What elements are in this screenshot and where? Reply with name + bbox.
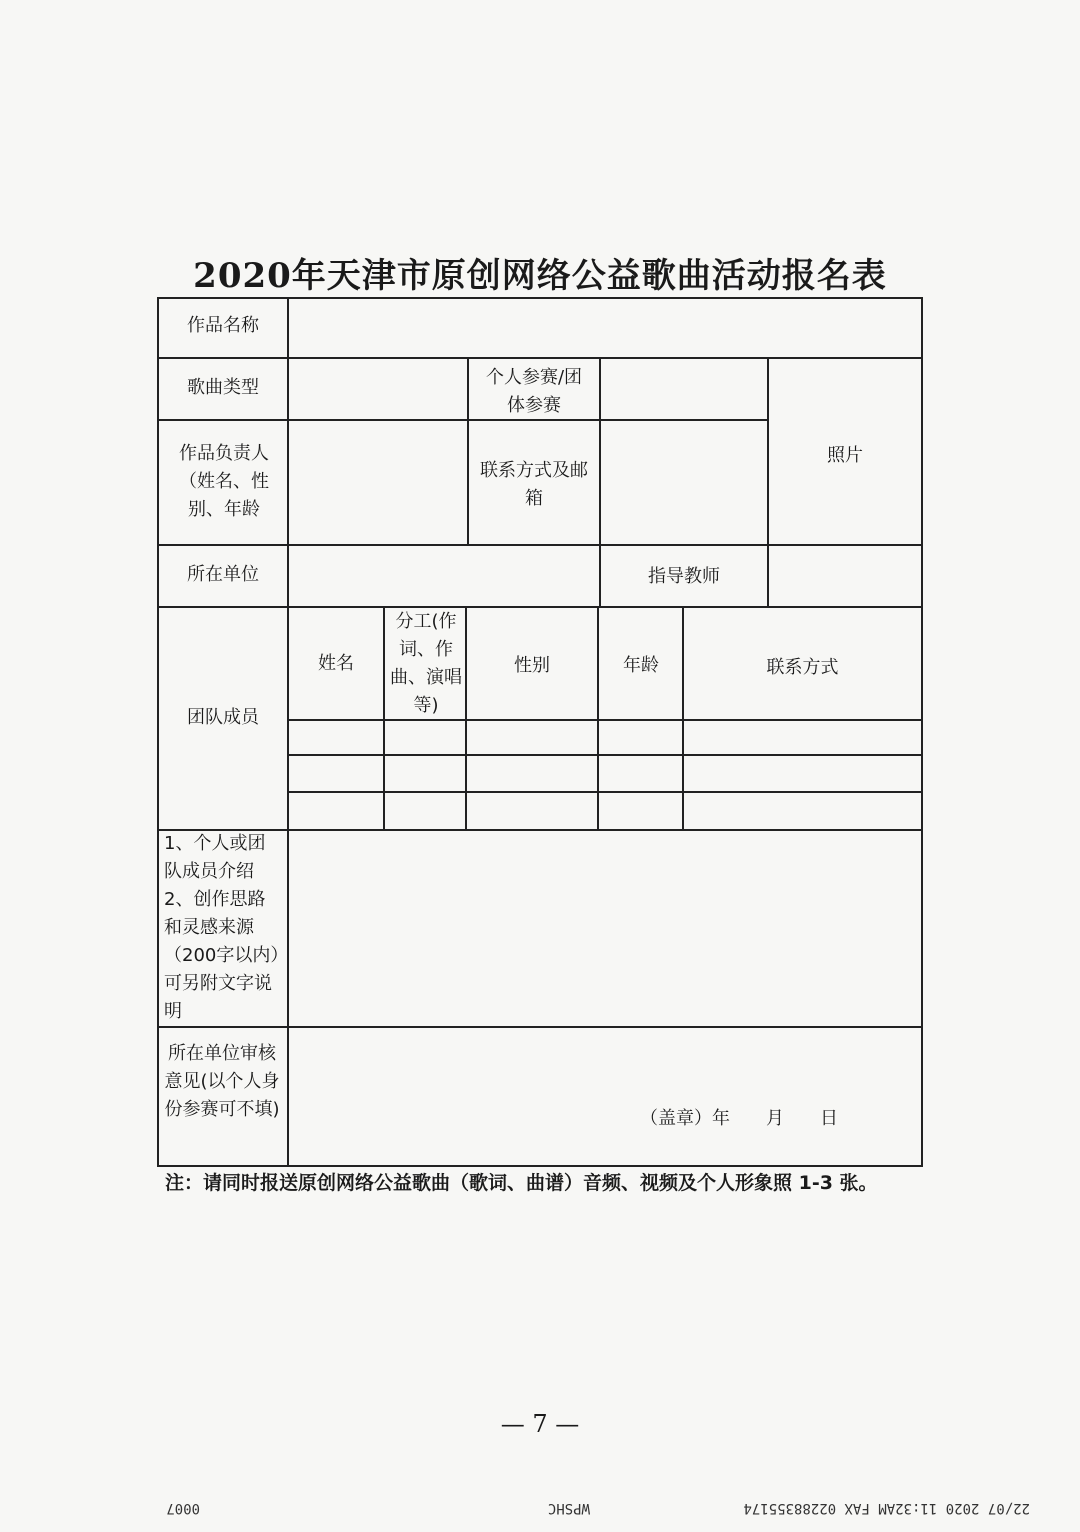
seal-date-label: （盖章）年 月 日	[640, 1108, 838, 1129]
col-role: 分工(作词、作曲、演唱等)	[390, 611, 462, 716]
fax-page-code: 0007	[166, 1500, 200, 1516]
photo-label: 照片	[827, 445, 863, 466]
footnote: 注：请同时报送原创网络公益歌曲（歌词、曲谱）音频、视频及个人形象照 1-3 张。	[165, 1172, 878, 1194]
col-age: 年龄	[623, 655, 659, 676]
song-type-label: 歌曲类型	[187, 377, 259, 398]
page-number: — 7 —	[500, 1410, 580, 1438]
col-gender: 性别	[514, 655, 550, 676]
teacher-label: 指导教师	[648, 566, 720, 587]
unit-label: 所在单位	[187, 564, 259, 585]
work-name-label: 作品名称	[187, 315, 259, 336]
col-name: 姓名	[318, 653, 354, 674]
intro-label: 1、个人或团队成员介绍 2、创作思路和灵感来源（200字以内）可另附文字说明	[164, 833, 280, 1022]
contact-email-label: 联系方式及邮箱	[480, 460, 588, 509]
team-members-label: 团队成员	[187, 707, 259, 728]
col-contact: 联系方式	[766, 657, 839, 678]
form-title: 2020年天津市原创网络公益歌曲活动报名表	[193, 256, 887, 296]
responsible-label: 作品负责人（姓名、性别、年龄	[179, 443, 269, 520]
fax-header-line: 22/07 2020 11:32AM FAX 02288355174	[743, 1500, 1030, 1516]
fax-device: WPSHC	[547, 1500, 590, 1516]
participation-label: 个人参赛/团体参赛	[485, 367, 583, 416]
review-label: 所在单位审核意见(以个人身份参赛可不填)	[164, 1043, 280, 1120]
